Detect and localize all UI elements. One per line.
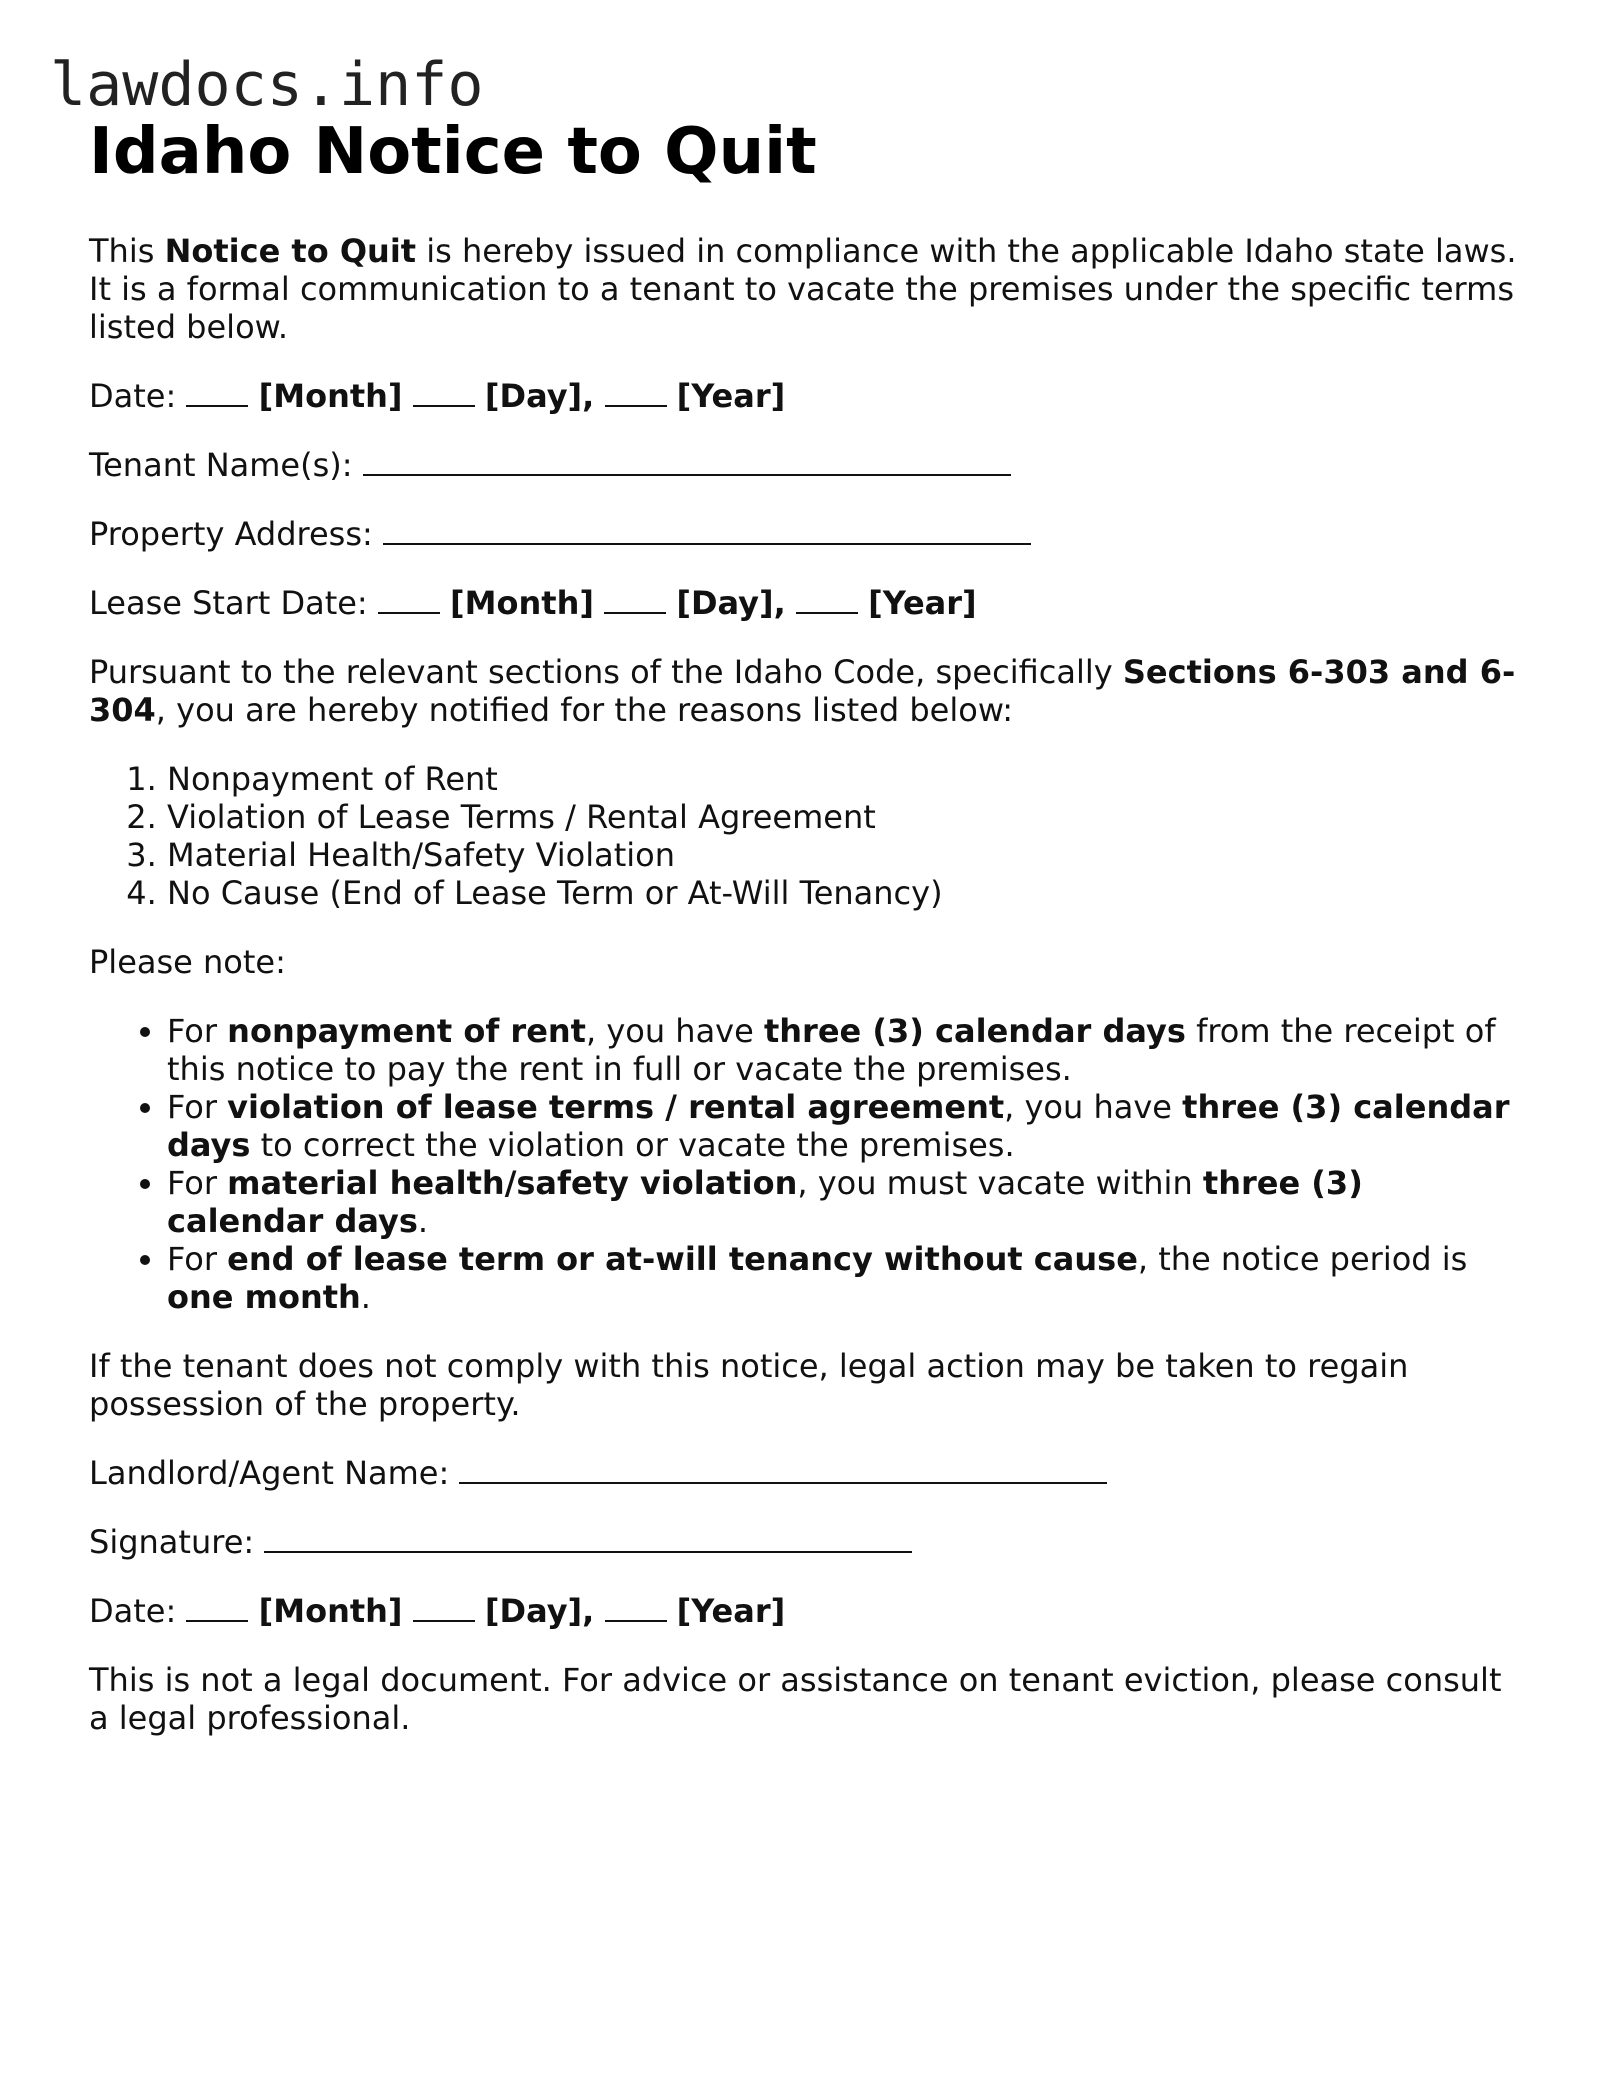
reason-item: 1. Nonpayment of Rent bbox=[167, 760, 1529, 798]
landlord-name-blank[interactable] bbox=[459, 1458, 1107, 1484]
date-month-label: [Month] bbox=[258, 377, 403, 415]
note-emphasis: material health/safety violation bbox=[227, 1164, 798, 1202]
date-year-blank[interactable] bbox=[605, 381, 667, 407]
note-emphasis: three (3) calendar days bbox=[167, 1164, 1363, 1240]
intro-text-post: is hereby issued in compliance with the applicable Idaho state laws. It is a formal communication to a tenant to vacate the premises under the specific terms listed below. bbox=[89, 232, 1517, 346]
note-item bbox=[167, 1164, 1529, 1240]
date-month-blank[interactable] bbox=[186, 381, 248, 407]
signature-date-field bbox=[89, 1592, 1529, 1630]
note-text: . bbox=[417, 1202, 429, 1240]
lease-start-month-label: [Month] bbox=[450, 584, 594, 622]
date-year-label: [Year] bbox=[676, 377, 786, 415]
signature-date-day-blank[interactable] bbox=[413, 1596, 475, 1622]
date-day-label: [Day], bbox=[484, 377, 595, 415]
property-address-label: Property Address: bbox=[89, 515, 383, 553]
note-emphasis: violation of lease terms / rental agreement bbox=[227, 1088, 1005, 1126]
lease-start-day-blank[interactable] bbox=[604, 588, 666, 614]
note-item bbox=[167, 1240, 1529, 1316]
reasons-list bbox=[89, 760, 1529, 912]
note-emphasis: three (3) calendar days bbox=[167, 1088, 1510, 1164]
signature-date-year-label: [Year] bbox=[676, 1592, 786, 1630]
intro-text-pre: This bbox=[89, 232, 165, 270]
notes-list bbox=[89, 1012, 1529, 1316]
lease-start-month-blank[interactable] bbox=[378, 588, 440, 614]
note-text: , the notice period is bbox=[1137, 1240, 1468, 1278]
note-emphasis: nonpayment of rent bbox=[227, 1012, 586, 1050]
note-text: For bbox=[167, 1240, 228, 1278]
compliance-paragraph: If the tenant does not comply with this notice, legal action may be taken to regain possession of the property. bbox=[89, 1347, 1409, 1423]
signature-date-year-blank[interactable] bbox=[605, 1596, 667, 1622]
lease-start-day-label: [Day], bbox=[676, 584, 786, 622]
note-emphasis: end of lease term or at-will tenancy without cause bbox=[227, 1240, 1138, 1278]
pursuant-text-bold: Sections 6-303 and 6-304 bbox=[89, 653, 1516, 729]
date-label: Date: bbox=[89, 377, 187, 415]
please-note-heading: Please note: bbox=[89, 943, 286, 981]
reason-item: 3. Material Health/Safety Violation bbox=[167, 836, 1529, 874]
tenant-name-blank[interactable] bbox=[363, 450, 1011, 476]
note-text: to correct the violation or vacate the premises. bbox=[250, 1126, 1015, 1164]
site-watermark: lawdocs.info bbox=[50, 50, 484, 120]
note-text: . bbox=[360, 1278, 371, 1316]
signature-label: Signature: bbox=[89, 1523, 265, 1561]
lease-start-label: Lease Start Date: bbox=[89, 584, 378, 622]
note-item bbox=[167, 1012, 1529, 1088]
tenant-name-label: Tenant Name(s): bbox=[89, 446, 363, 484]
note-text: , you have bbox=[585, 1012, 764, 1050]
note-text: For bbox=[167, 1012, 228, 1050]
page-title: Idaho Notice to Quit bbox=[89, 115, 817, 189]
pursuant-text-post: , you are hereby notified for the reasons listed below: bbox=[155, 691, 1014, 729]
reason-item: 2. Violation of Lease Terms / Rental Agreement bbox=[167, 798, 1529, 836]
note-emphasis: one month bbox=[167, 1278, 361, 1316]
note-emphasis: three (3) calendar days bbox=[763, 1012, 1186, 1050]
date-field bbox=[89, 377, 1529, 415]
property-address-blank[interactable] bbox=[383, 519, 1031, 545]
pursuant-paragraph bbox=[89, 653, 1529, 729]
intro-paragraph bbox=[89, 232, 1529, 346]
landlord-name-field bbox=[89, 1454, 1529, 1492]
property-address-field bbox=[89, 515, 1529, 553]
signature-blank[interactable] bbox=[264, 1527, 912, 1553]
document-body bbox=[89, 112, 1529, 1737]
note-text: For bbox=[167, 1164, 228, 1202]
note-text: For bbox=[167, 1088, 228, 1126]
note-text: from the receipt of this notice to pay the rent in full or vacate the premises. bbox=[167, 1012, 1496, 1088]
note-text: , you must vacate within bbox=[797, 1164, 1203, 1202]
pursuant-text-pre: Pursuant to the relevant sections of the Idaho Code, specifically bbox=[89, 653, 1123, 691]
lease-start-year-label: [Year] bbox=[868, 584, 977, 622]
reason-item: 4. No Cause (End of Lease Term or At-Will Tenancy) bbox=[167, 874, 1529, 912]
lease-start-year-blank[interactable] bbox=[796, 588, 858, 614]
landlord-name-label: Landlord/Agent Name: bbox=[89, 1454, 460, 1492]
disclaimer-paragraph: This is not a legal document. For advice or assistance on tenant eviction, please consult a legal professional. bbox=[89, 1661, 1502, 1737]
tenant-name-field bbox=[89, 446, 1529, 484]
date-day-blank[interactable] bbox=[413, 381, 475, 407]
signature-field bbox=[89, 1523, 1529, 1561]
intro-text-bold: Notice to Quit bbox=[164, 232, 417, 270]
signature-date-day-label: [Day], bbox=[484, 1592, 595, 1630]
note-item bbox=[167, 1088, 1529, 1164]
signature-date-month-label: [Month] bbox=[258, 1592, 403, 1630]
note-text: , you have bbox=[1004, 1088, 1183, 1126]
signature-date-label: Date: bbox=[89, 1592, 187, 1630]
signature-date-month-blank[interactable] bbox=[186, 1596, 248, 1622]
lease-start-date-field bbox=[89, 584, 1529, 622]
